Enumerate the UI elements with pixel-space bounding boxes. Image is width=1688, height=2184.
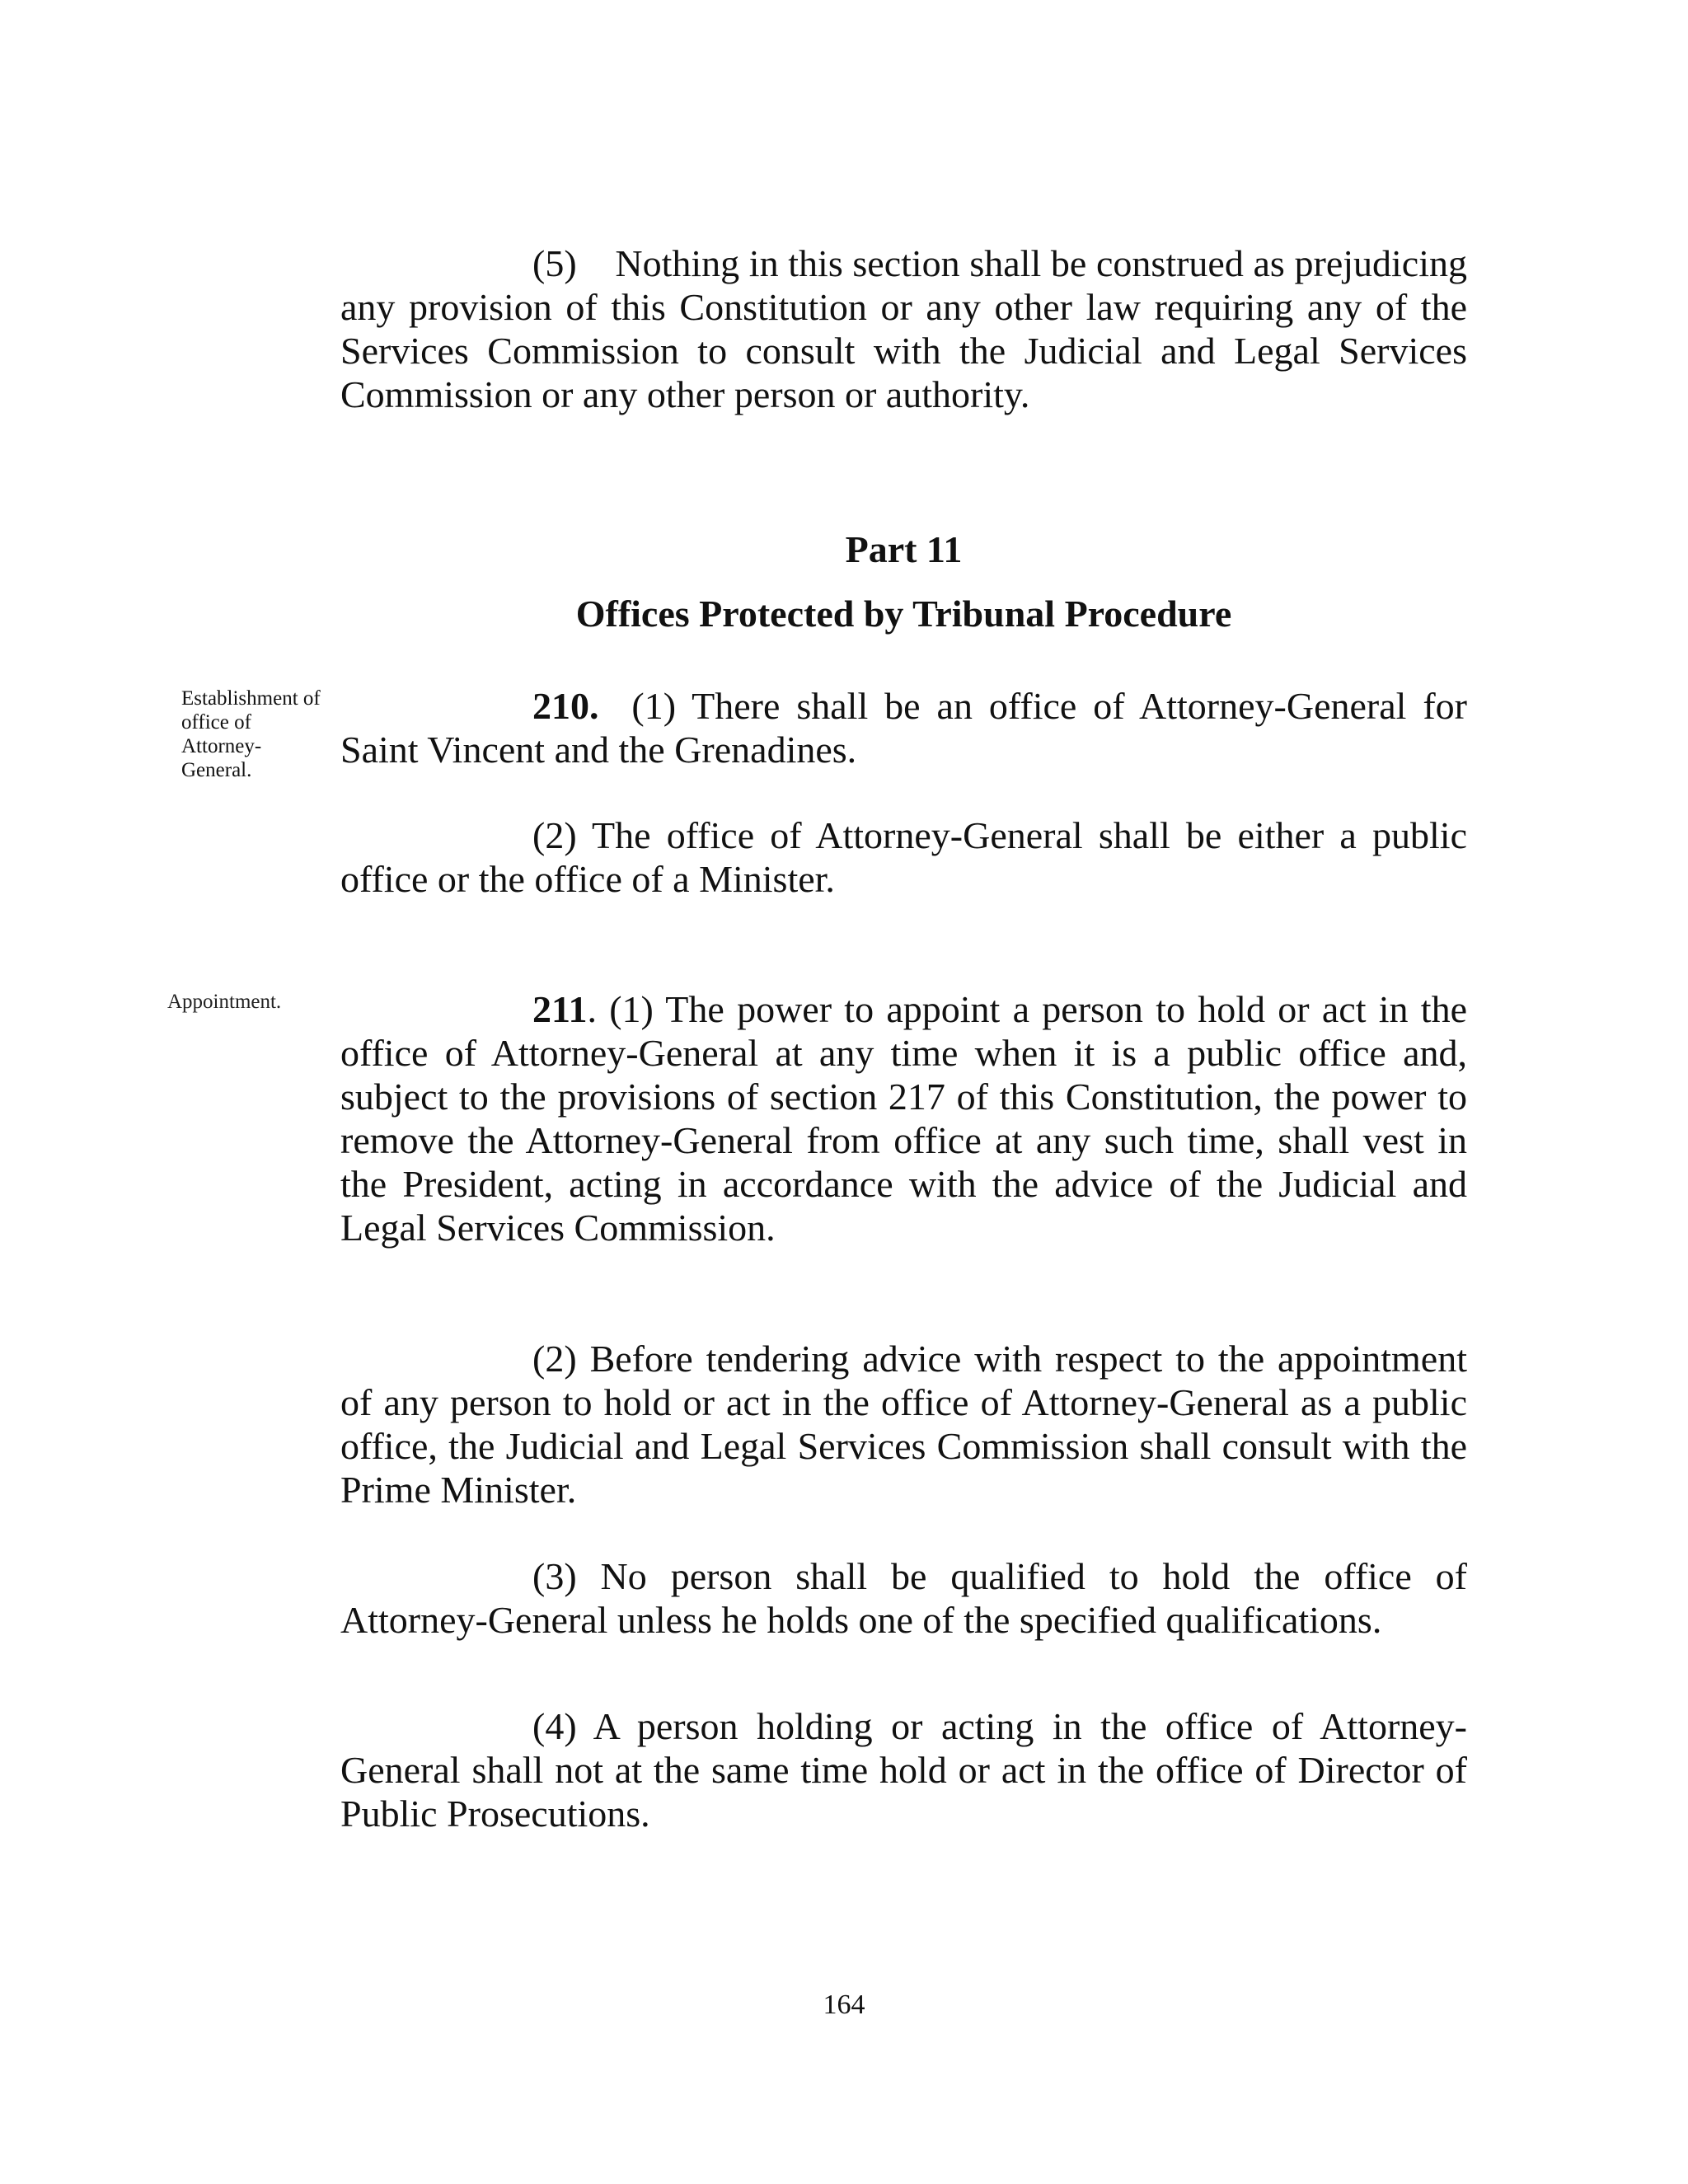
paragraph-text: Nothing in this section shall be construed as prejudicing any provision of this Constitution or any other law requiring any of the Services Commission to consult with the Judicial and Legal Services Commission or any other person or authority. (340, 242, 1467, 415)
part-title: Offices Protected by Tribunal Procedure (575, 593, 1232, 635)
section-number: 210. (532, 685, 599, 727)
section-210-paragraph-2 (340, 813, 1467, 901)
paragraph-text: (2) The office of Attorney-General shall be either a public office or the office of a Minister. (340, 814, 1467, 900)
margin-note-210: Establishment of office of Attorney-General. (181, 687, 321, 781)
margin-note-211: Appointment. (167, 991, 282, 1013)
part-heading: Part 11 (845, 528, 963, 570)
section-211-paragraph-2 (340, 1337, 1467, 1511)
section-number: 211 (532, 988, 588, 1030)
paragraph-text: (3) No person shall be qualified to hold the office of Attorney-General unless he holds one of the specified qualifications. (340, 1555, 1467, 1641)
paragraph-5 (340, 241, 1467, 416)
page-number: 164 (823, 1990, 865, 2020)
paragraph-text: (1) There shall be an office of Attorney-General for Saint Vincent and the Grenadines. (340, 685, 1468, 771)
paragraph-text: (2) Before tendering advice with respect to the appointment of any person to hold or act in the office of Attorney-General as a public office, the Judicial and Legal Services Commission shall consult with the Prime Minister. (340, 1338, 1467, 1511)
section-210-paragraph-1 (340, 684, 1467, 771)
paragraph-text: (4) A person holding or acting in the office of Attorney-General shall not at the same time hold or act in the office of Director of Public Prosecutions. (340, 1705, 1467, 1835)
paragraph-text: . (1) The power to appoint a person to hold or act in the office of Attorney-General at any time when it is a public office and, subject to the provisions of section 217 of this Constitution, the power to remove the Attorney-General from office at any such time, shall vest in the President, acting in accordance with the advice of the Judicial and Legal Services Commission. (340, 988, 1467, 1249)
section-211-paragraph-1 (340, 987, 1467, 1249)
section-211-paragraph-3 (340, 1554, 1467, 1642)
paragraph-number: (5) (532, 242, 577, 284)
section-211-paragraph-4 (340, 1704, 1467, 1835)
